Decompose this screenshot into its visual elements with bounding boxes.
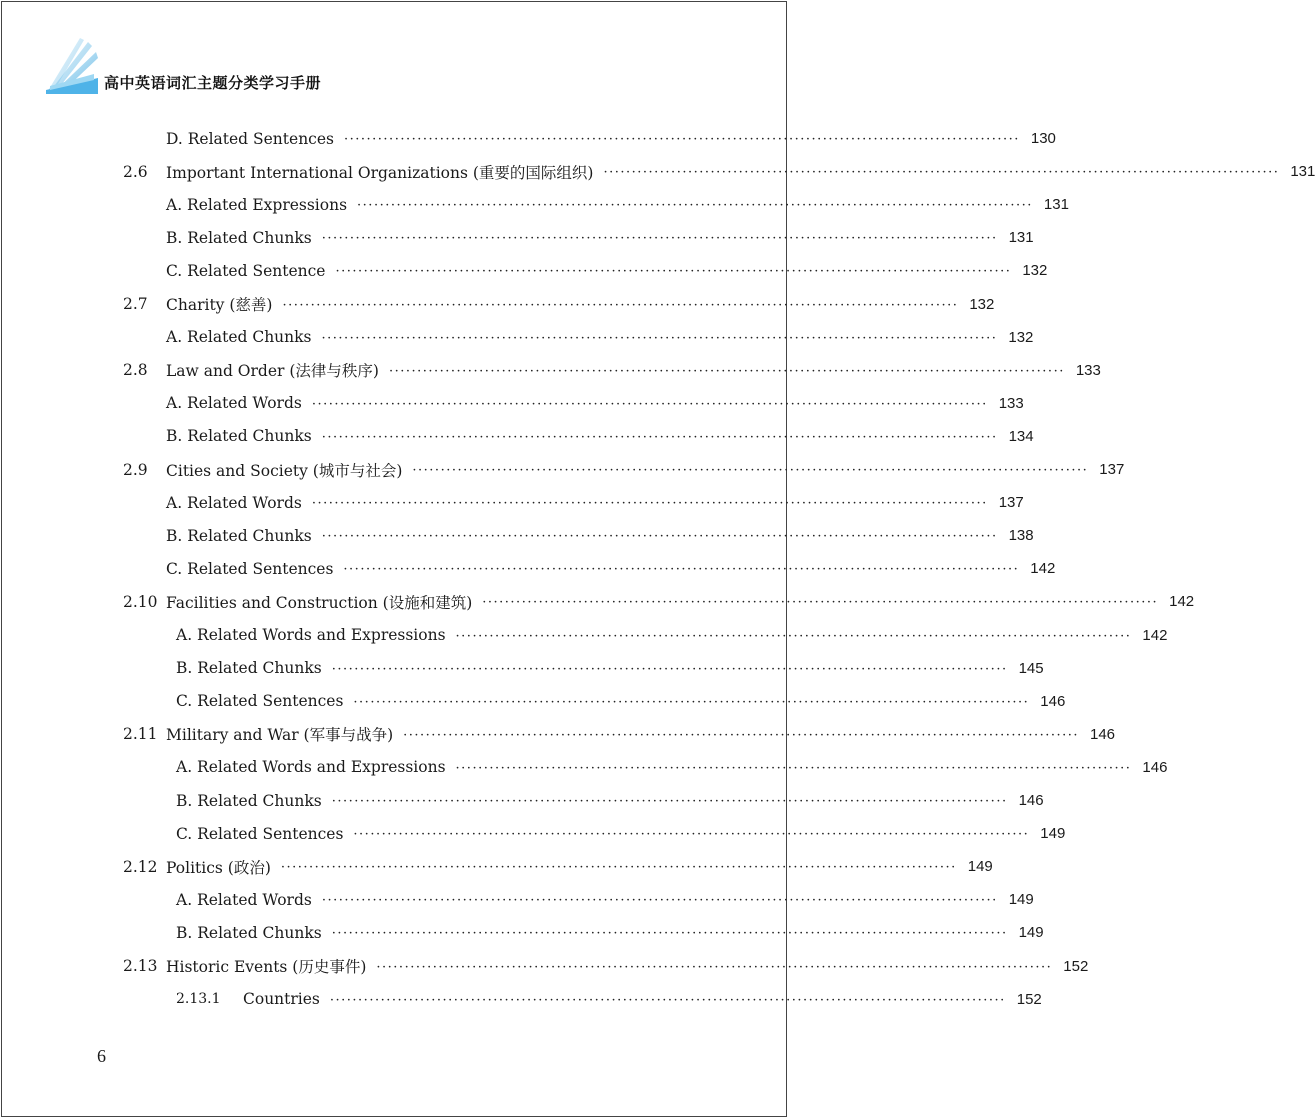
dot-leader: ························································································································ bbox=[455, 760, 1132, 776]
toc-entry-page: 149 bbox=[1008, 891, 1034, 909]
toc-entry-title: B. Related Chunks bbox=[176, 791, 322, 810]
page-number: 6 bbox=[97, 1046, 106, 1066]
toc-entry[interactable] bbox=[0, 321, 1034, 354]
toc-entry-page: 132 bbox=[1022, 262, 1048, 280]
toc-entry[interactable] bbox=[0, 453, 1125, 486]
toc-entry-page: 137 bbox=[1099, 461, 1125, 478]
toc-entry[interactable] bbox=[0, 950, 1089, 983]
toc-entry-page: 131 bbox=[1043, 196, 1069, 214]
toc-entry-page: 132 bbox=[1008, 328, 1034, 346]
book-logo-icon bbox=[44, 38, 98, 96]
toc-entry-page: 134 bbox=[1008, 427, 1034, 445]
toc-entry[interactable] bbox=[0, 652, 1044, 685]
toc-entry-title: C. Related Sentences bbox=[166, 559, 334, 578]
toc-entry[interactable] bbox=[0, 354, 1101, 387]
toc-entry[interactable] bbox=[0, 585, 1195, 618]
toc-entry-page: 149 bbox=[1040, 825, 1066, 843]
toc-entry[interactable] bbox=[0, 486, 1024, 519]
dot-leader: ························································································································ bbox=[353, 694, 1030, 710]
toc-entry-title: B. Related Chunks bbox=[166, 228, 312, 247]
toc-entry[interactable] bbox=[0, 883, 1034, 916]
toc-entry[interactable] bbox=[0, 288, 995, 321]
dot-leader: ························································································································ bbox=[335, 264, 1012, 280]
toc-entry-title: Charity (慈善) bbox=[166, 296, 273, 314]
dot-leader: ························································································································ bbox=[321, 429, 998, 445]
toc-entry[interactable] bbox=[0, 552, 1056, 585]
toc-entry-number: 2.6 bbox=[123, 162, 148, 181]
dot-leader: ························································································································ bbox=[329, 992, 1006, 1008]
toc-entry-page: 146 bbox=[1018, 792, 1044, 809]
toc-entry-title: Politics (政治) bbox=[166, 858, 271, 877]
toc-entry[interactable] bbox=[0, 784, 1044, 817]
dot-leader: ························································································································ bbox=[388, 363, 1065, 379]
toc-entry[interactable] bbox=[0, 420, 1034, 453]
toc-entry-page: 138 bbox=[1008, 527, 1034, 545]
page-header bbox=[44, 38, 364, 98]
toc-entry[interactable] bbox=[0, 221, 1034, 254]
toc-entry-page: 130 bbox=[1030, 130, 1056, 147]
dot-leader: ························································································································ bbox=[311, 396, 988, 412]
dot-leader: ························································································································ bbox=[331, 794, 1008, 809]
dot-leader: ························································································································ bbox=[455, 628, 1132, 644]
toc-entry-title: Facilities and Construction (设施和建筑) bbox=[166, 593, 473, 612]
toc-entry-page: 149 bbox=[967, 858, 993, 876]
toc-entry[interactable] bbox=[0, 254, 1048, 287]
toc-entry-title: C. Related Sentences bbox=[176, 692, 344, 711]
dot-leader: ························································································································ bbox=[357, 198, 1033, 214]
toc-entry-number: 2.9 bbox=[123, 460, 148, 479]
toc-entry-title: Cities and Society (城市与社会) bbox=[166, 461, 403, 480]
toc-entry[interactable] bbox=[0, 983, 1042, 1016]
toc-entry-title: D. Related Sentences bbox=[166, 129, 334, 148]
dot-leader: ························································································································ bbox=[482, 595, 1159, 611]
dot-leader: ························································································································ bbox=[282, 297, 959, 313]
toc-entry-page: 131 bbox=[1290, 163, 1315, 181]
toc-entry-title: B. Related Chunks bbox=[166, 427, 312, 446]
toc-entry-page: 137 bbox=[998, 494, 1024, 512]
toc-entry[interactable] bbox=[0, 850, 993, 883]
toc-entry-title: A. Related Chunks bbox=[166, 328, 312, 347]
toc-entry[interactable] bbox=[0, 122, 1056, 155]
toc-entry[interactable] bbox=[0, 685, 1066, 718]
toc-entry[interactable] bbox=[0, 619, 1168, 652]
toc-entry-page: 149 bbox=[1018, 924, 1044, 942]
dot-leader: ························································································································ bbox=[321, 529, 998, 545]
toc-entry[interactable] bbox=[0, 718, 1116, 751]
toc-entry-page: 132 bbox=[969, 295, 995, 313]
dot-leader: ························································································································ bbox=[412, 463, 1089, 478]
dot-leader: ························································································································ bbox=[376, 959, 1053, 975]
toc-entry-page: 146 bbox=[1090, 725, 1116, 743]
toc-entry[interactable] bbox=[0, 916, 1044, 949]
toc-entry-title: A. Related Words bbox=[166, 394, 302, 413]
toc-entry[interactable] bbox=[0, 817, 1066, 850]
toc-entry[interactable] bbox=[0, 387, 1024, 420]
toc-entry-number: 2.12 bbox=[123, 857, 158, 876]
toc-entry-page: 152 bbox=[1063, 957, 1089, 975]
toc-entry-page: 142 bbox=[1030, 560, 1056, 578]
toc-entry-page: 131 bbox=[1008, 229, 1034, 247]
dot-leader: ························································································································ bbox=[321, 231, 998, 247]
dot-leader: ························································································································ bbox=[331, 926, 1008, 942]
dot-leader: ························································································································ bbox=[353, 827, 1030, 843]
toc-entry[interactable] bbox=[0, 155, 1315, 188]
toc-entry-page: 145 bbox=[1018, 659, 1044, 677]
toc-entry[interactable] bbox=[0, 188, 1069, 221]
toc-entry-title: C. Related Sentences bbox=[176, 824, 344, 843]
toc-entry-number: 2.10 bbox=[123, 592, 158, 611]
toc-entry-page: 152 bbox=[1016, 990, 1042, 1008]
toc-entry-page: 146 bbox=[1040, 692, 1066, 710]
toc-entry-title: Countries bbox=[243, 990, 320, 1009]
toc-entry-number: 2.8 bbox=[123, 361, 148, 380]
toc-entry-title: C. Related Sentence bbox=[166, 261, 326, 280]
dot-leader: ························································································································ bbox=[321, 330, 998, 346]
toc-entry-title: B. Related Chunks bbox=[166, 526, 312, 545]
toc-entry-page: 142 bbox=[1169, 593, 1195, 611]
toc-entry-page: 133 bbox=[1075, 361, 1101, 379]
dot-leader: ························································································································ bbox=[280, 860, 957, 876]
book-title: 高中英语词汇主题分类学习手册 bbox=[104, 74, 322, 92]
toc-entry[interactable] bbox=[0, 751, 1168, 784]
toc-entry-page: 133 bbox=[998, 394, 1024, 412]
toc-entry-title: B. Related Chunks bbox=[176, 923, 322, 942]
toc-entry-title: A. Related Words and Expressions bbox=[176, 626, 446, 644]
toc-entry-page: 146 bbox=[1142, 758, 1168, 776]
dot-leader: ························································································································ bbox=[321, 893, 998, 909]
dot-leader: ························································································································ bbox=[311, 496, 988, 512]
dot-leader: ························································································································ bbox=[331, 661, 1008, 677]
toc-entry-number: 2.7 bbox=[123, 295, 148, 313]
toc-entry-title: A. Related Expressions bbox=[166, 195, 348, 214]
dot-leader: ························································································································ bbox=[403, 727, 1080, 743]
toc-entry-title: Military and War (军事与战争) bbox=[166, 726, 394, 745]
toc-entry-title: B. Related Chunks bbox=[176, 659, 322, 678]
toc-entry-title: A. Related Words bbox=[176, 890, 312, 909]
toc-entry-title: Law and Order (法律与秩序) bbox=[166, 362, 379, 381]
dot-leader: ························································································································ bbox=[344, 132, 1020, 147]
toc-entry-page: 142 bbox=[1142, 626, 1168, 644]
dot-leader: ························································································································ bbox=[343, 562, 1020, 578]
toc-entry-number: 2.11 bbox=[123, 725, 158, 744]
toc-entry[interactable] bbox=[0, 519, 1034, 552]
toc-entry-title: Important International Organizations (重要的国际组织) bbox=[166, 163, 594, 182]
toc-entry-number: 2.13.1 bbox=[176, 991, 221, 1008]
toc-entry-title: Historic Events (历史事件) bbox=[166, 958, 367, 976]
toc-entry-number: 2.13 bbox=[123, 957, 158, 975]
dot-leader: ························································································································ bbox=[603, 165, 1280, 181]
toc-entry-title: A. Related Words bbox=[166, 493, 302, 512]
toc-entry-title: A. Related Words and Expressions bbox=[176, 758, 446, 777]
